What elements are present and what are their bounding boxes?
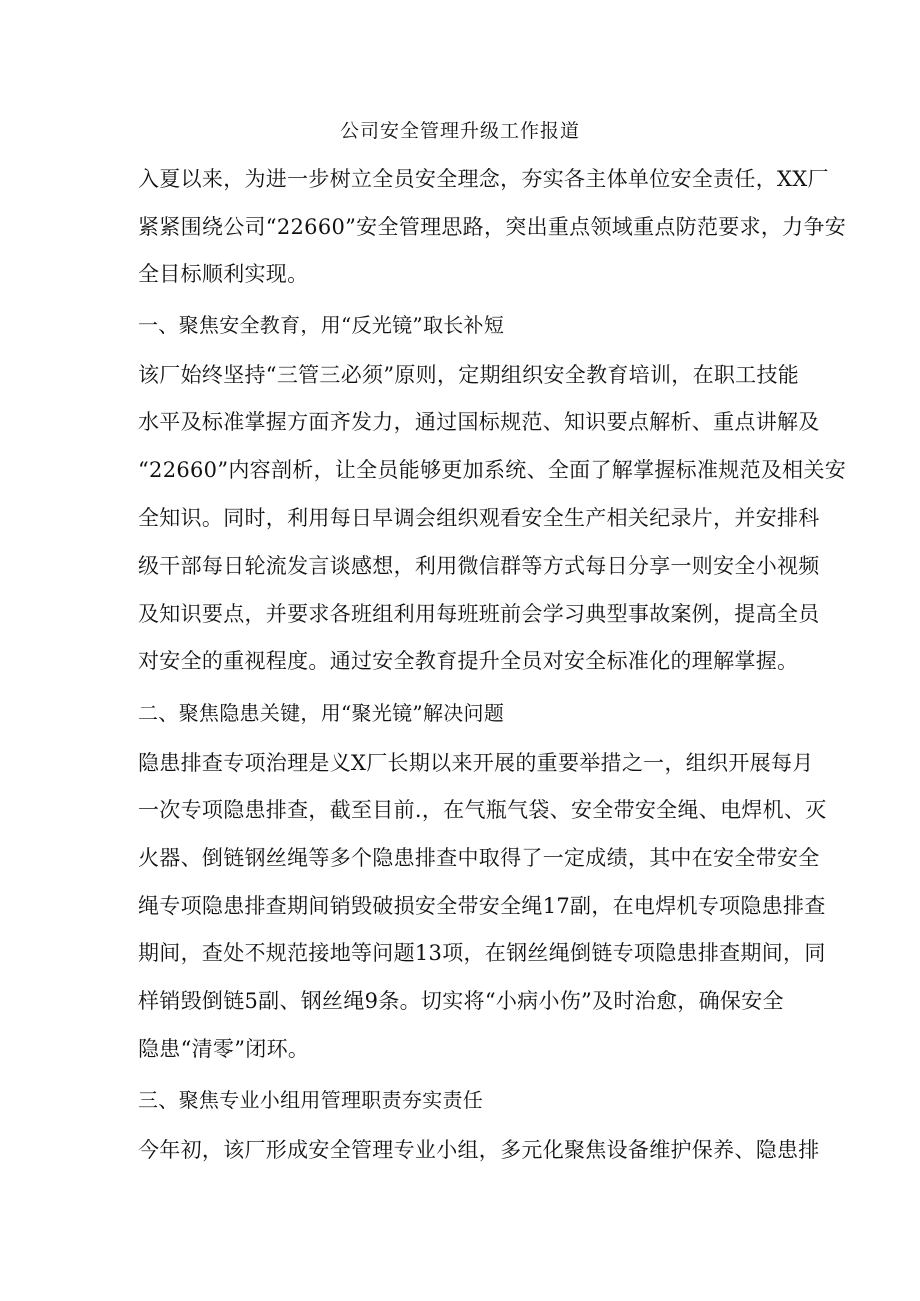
paragraph-line: 一次专项隐患排查，截至目前.，在气瓶气袋、安全带安全绳、电焊机、灭 <box>138 798 827 822</box>
paragraph-line: 级干部每日轮流发言谈感想，利用微信群等方式每日分享一则安全小视频 <box>138 554 820 578</box>
paragraph-line: 全知识。同时，利用每日早调会组织观看安全生产相关纪录片，并安排科 <box>138 506 820 530</box>
section-heading-2: 二、聚焦隐患关键，用“聚光镜”解决问题 <box>138 701 505 725</box>
paragraph-line: 紧紧围绕公司“22660”安全管理思路，突出重点领域重点防范要求，力争安 <box>138 215 847 239</box>
paragraph-line: 入夏以来，为进一步树立全员安全理念，夯实各主体单位安全责任，XX厂 <box>138 167 829 191</box>
paragraph-line: 隐患“清零”闭环。 <box>138 1037 310 1061</box>
paragraph-line: 水平及标准掌握方面齐发力，通过国标规范、知识要点解析、重点讲解及 <box>138 410 820 434</box>
paragraph-line: 样销毁倒链5副、钢丝绳9条。切实将“小病小伤”及时治愈，确保安全 <box>138 989 784 1013</box>
section-heading-1: 一、聚焦安全教育，用“反光镜”取长补短 <box>138 313 505 337</box>
paragraph-line: 及知识要点，并要求各班组利用每班班前会学习典型事故案例，提高全员 <box>138 602 820 626</box>
section-heading-3: 三、聚焦专业小组用管理职责夯实责任 <box>138 1088 484 1112</box>
paragraph-line: 隐患排查专项治理是义X厂长期以来开展的重要举措之一，组织开展每月 <box>138 751 814 775</box>
paragraph-line: 火器、倒链钢丝绳等多个隐患排查中取得了一定成绩，其中在安全带安全 <box>138 846 820 870</box>
paragraph-line: 绳专项隐患排查期间销毁破损安全带安全绳17副，在电焊机专项隐患排查 <box>138 894 826 918</box>
paragraph-line: “22660”内容剖析，让全员能够更加系统、全面了解掌握标准规范及相关安 <box>138 458 847 482</box>
paragraph-line: 今年初，该厂形成安全管理专业小组，多元化聚焦设备维护保养、隐患排 <box>138 1138 820 1162</box>
paragraph-line: 期间，查处不规范接地等问题13项，在钢丝绳倒链专项隐患排查期间，同 <box>138 941 826 965</box>
document-title: 公司安全管理升级工作报道 <box>339 120 580 142</box>
paragraph-line: 对安全的重视程度。通过安全教育提升全员对安全标准化的理解掌握。 <box>138 649 799 673</box>
paragraph-line: 全目标顺利实现。 <box>138 262 309 286</box>
paragraph-line: 该厂始终坚持“三管三必须”原则，定期组织安全教育培训，在职工技能 <box>138 363 800 387</box>
